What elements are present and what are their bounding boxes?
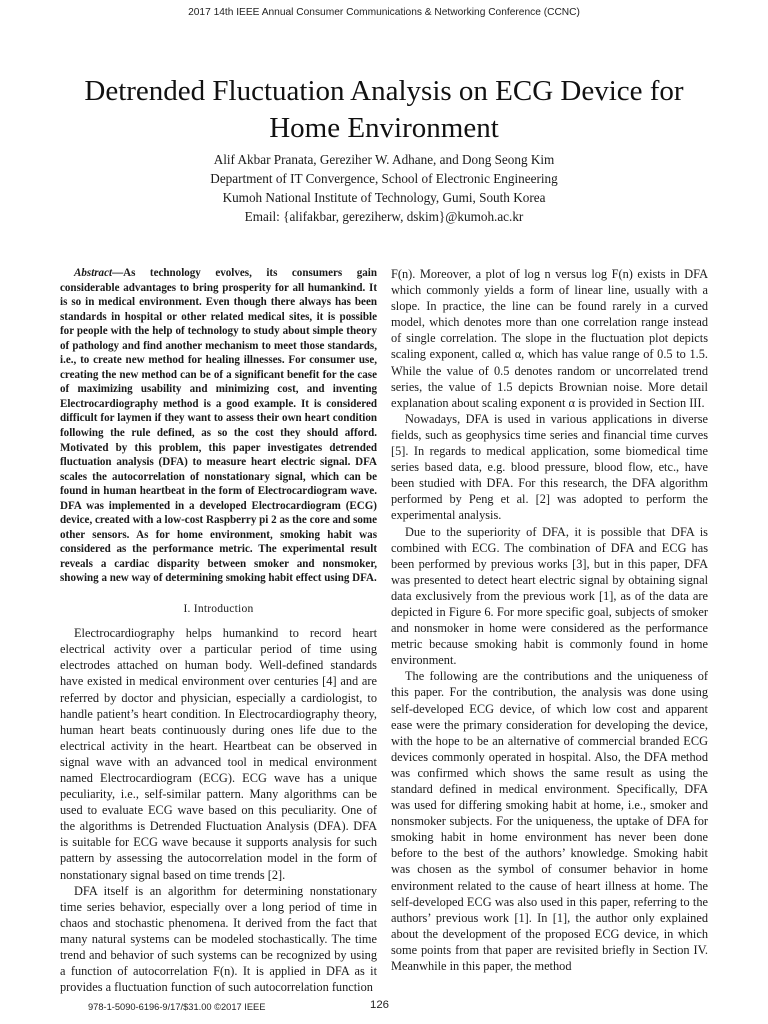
- abstract-label: Abstract: [74, 267, 113, 279]
- abstract-text: —As technology evolves, its consumers gain considerable advantages to bring prosperity for all humankind. It is so in medical environment. Even though there always has been standards in hospital or other related medical sites, it is possible for people with the help of technology to study about simple theory of pathology and find another mechanism to meet those standards, i.e., to create new method for healing illnesses. For consumer use, creating the new method can be of a significant benefit for the case of maximizing usability and minimizing cost, and inventing Electrocardiography method is a good example. It is considered difficult for laymen if they want to assess their own heart condition following the rule defined, as so the cost they should afford. Motivated by this problem, this paper investigates detrended fluctuation analysis (DFA) to measure heart electric signal. DFA scales the autocorrelation of nonstationary signal, which can be found in human heartbeat in the form of Electrocardiogram wave. DFA was implemented in a developed Electrocardiogram (ECG) device, created with a low-cost Raspberry pi 2 as the core and some other sensors. As for home environment, smoking habit was considered as the performance metric. The experimental result reveals a cardiac disparity between smoker and nonsmoker, showing a new way of determining smoking habit effect using DFA.: [60, 267, 377, 585]
- left-column: [60, 266, 377, 995]
- paper-title: [40, 73, 728, 147]
- abstract: [60, 266, 377, 586]
- intro-paragraph-2: DFA itself is an algorithm for determining nonstationary time series behavior, especially over a long period of time in chaos and stochastic phenomena. It derived from the fact that many natural systems can be modeled stochastically. The time trend and behavior of such systems can be recognized by using a function of autocorrelation F(n). It is applied in DFA as it provides a fluctuation function of such autocorrelation function: [60, 883, 377, 995]
- right-paragraph-2: Nowadays, DFA is used in various applications in diverse fields, such as geophysics time series and financial time curves [5]. In regards to medical application, some biomedical time series based data, e.g. blood pressure, blood flow, etc., have been studied with DFA. For this research, the DFA algorithm performed by Peng et al. [2] was adopted to perform the experimental analysis.: [391, 411, 708, 523]
- right-paragraph-1: F(n). Moreover, a plot of log n versus log F(n) exists in DFA which commonly yields a form of linear line, usually with a slope. In practice, the line can be found rarely in a curved model, which denotes more than one correlation range instead of single correlation. The slope in the fluctuation plot depicts scaling exponent, called α, which has value range of 0.5 to 1.5. While the value of 0.5 denotes random or uncorrelated trend series, the value of 1.5 depicts Brownian noise. More detail explanation about scaling exponent α is provided in Section III.: [391, 267, 708, 410]
- page-number: 126: [370, 999, 390, 1011]
- intro-paragraph-1: Electrocardiography helps humankind to record heart electrical activity over a particular period of time using electrodes attached on human body. Well-defined standards have existed in medical environment over centuries [4] and are referred by doctor and physician, especially a cardiologist, to handle patient’s heart condition. In Electrocardiography theory, human heart beats continuously during ones life due to the electrical activity in the heart. Heartbeat can be observed in signal wave with an advanced tool in medical environment named Electrocardiogram (ECG). ECG wave has a unique peculiarity, i.e., self-similar pattern. Many algorithms can be used to evaluate ECG wave based on this peculiarity. One of the algorithms is Detrended Fluctuation Analysis (DFA). DFA is suitable for ECG wave because it supports analysis for such pattern by assessing the autocorrelation model in the form of nonstationary signal based on time trends [2].: [60, 626, 377, 882]
- right-column: [391, 266, 708, 974]
- right-paragraph-3: Due to the superiority of DFA, it is possible that DFA is combined with ECG. The combination of DFA and ECG has been performed by previous works [3], but in this paper, DFA was presented to detect heart electric signal by obtaining signal data exclusively from the previous work [1], as of the data are depicted in Figure 6. For more specific goal, subjects of smoker and nonsmoker in home were considered as the performance metric because smoking habit is commonly found in home environment.: [391, 524, 708, 668]
- right-paragraph-4: The following are the contributions and the uniqueness of this paper. For the contribution, the analysis was done using self-developed ECG device, of which low cost and apparent ease were the primary consideration for developing the device, with the hope to be an alternative of commercial branded ECG devices commonly operated in hospital. Also, the DFA method was confirmed which shows the same result as using the standard defined in medical environment. Specifically, DFA was used for differing smoking habit at home, i.e., smoker and nonsmoker subjects. For the uniqueness, the uptake of DFA for smoking habit in home environment has never been done before to the best of the authors’ knowledge. Smoking habit was chosen as the symbol of consumer behavior in home environment related to the cause of heart illness at home. The self-developed ECG was also used in this paper, referring to the authors’ previous work [1]. In [1], the author only explained about the development of the proposed ECG device, in which some points from that paper are revisited briefly in Section IV. Meanwhile in this paper, the method: [391, 669, 708, 974]
- title-line-1: Detrended Fluctuation Analysis on ECG Device for: [84, 75, 684, 107]
- author-institution: Kumoh National Institute of Technology, Gumi, South Korea: [222, 190, 546, 205]
- author-department: Department of IT Convergence, School of Electronic Engineering: [210, 171, 558, 186]
- footer-copyright: 978-1-5090-6196-9/17/$31.00 ©2017 IEEE: [88, 1002, 266, 1012]
- section-heading-introduction: I. Introduction: [183, 602, 254, 616]
- author-block: [100, 150, 668, 226]
- author-email[interactable]: Email: {alifakbar, gereziherw, dskim}@kumoh.ac.kr: [244, 209, 524, 224]
- title-line-2: Home Environment: [269, 112, 499, 144]
- author-names: Alif Akbar Pranata, Gereziher W. Adhane, and Dong Seong Kim: [213, 152, 555, 167]
- conference-header: 2017 14th IEEE Annual Consumer Communications & Networking Conference (CCNC): [188, 7, 580, 18]
